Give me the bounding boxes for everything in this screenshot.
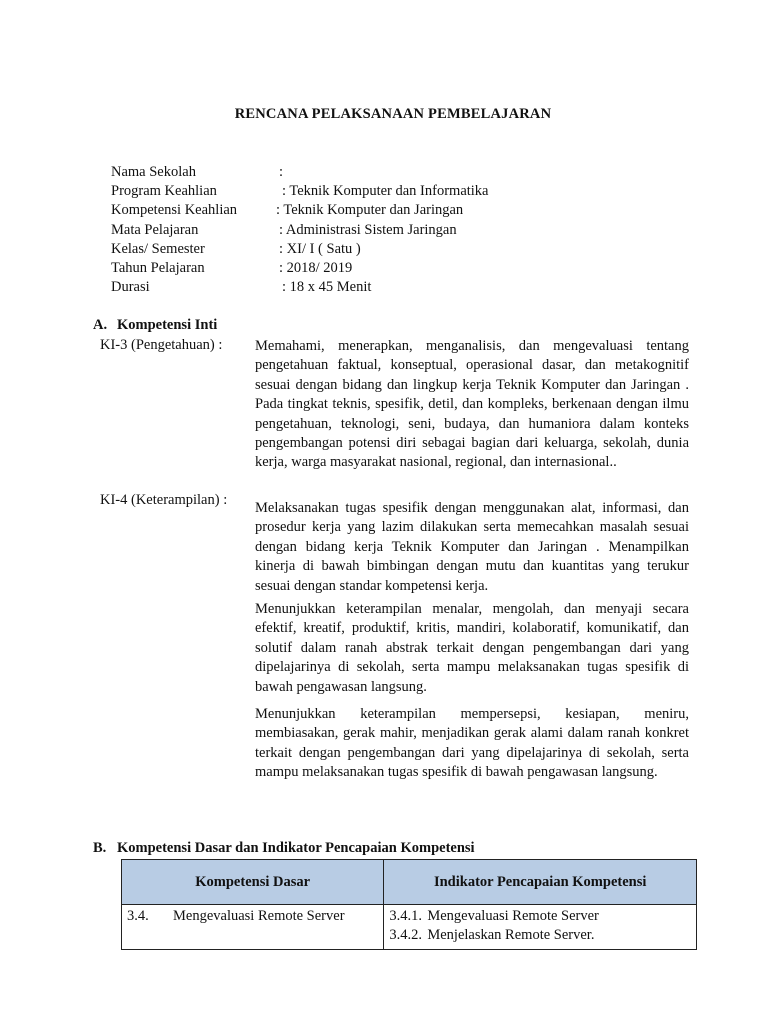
identity-value: : Teknik Komputer dan Jaringan xyxy=(276,202,464,218)
ki3-label: KI-3 (Pengetahuan) : xyxy=(100,337,223,353)
kd-number: 3.4. xyxy=(127,908,149,924)
ki4-label: KI-4 (Keterampilan) : xyxy=(100,492,228,508)
identity-value: : 18 x 45 Menit xyxy=(282,279,372,295)
table-header-row xyxy=(122,860,697,905)
identity-row-mata-pelajaran xyxy=(111,221,457,240)
indicator-text: Menjelaskan Remote Server. xyxy=(427,927,595,943)
indicator-item xyxy=(389,926,692,945)
identity-row-nama-sekolah xyxy=(111,163,284,182)
kd-text: Mengevaluasi Remote Server xyxy=(173,908,345,924)
identity-row-durasi xyxy=(111,278,372,297)
identity-label: Durasi xyxy=(111,279,150,295)
identity-value: : XI/ I ( Satu ) xyxy=(279,241,361,257)
section-letter: A. xyxy=(93,317,108,333)
section-b-heading xyxy=(93,840,475,857)
ki3-text: Memahami, menerapkan, menganalisis, dan mengevaluasi tentang pengetahuan faktual, konseptual, operasional dasar, dan metakognitif sesuai dengan bidang dan lingkup kerja Teknik Komputer dan Jaringan . Pada tingkat teknis, spesifik, detil, dan kompleks, berkenaan dengan ilmu pengetahuan, teknologi, seni, budaya, dan humaniora dalam konteks pengembangan potensi diri sebagai bagian dari keluarga, sekolah, dunia kerja, warga masyarakat nasional, regional, dan internasional.. xyxy=(255,338,689,471)
identity-value: : 2018/ 2019 xyxy=(279,260,353,276)
identity-label: Nama Sekolah xyxy=(111,164,196,180)
indicator-number: 3.4.2. xyxy=(389,927,422,943)
section-letter: B. xyxy=(93,840,107,856)
ki4-paragraph: Menunjukkan keterampilan mempersepsi, kesiapan, meniru, membiasakan, gerak mahir, menjadikan gerak alami dalam ranah konkret terkait dengan pengembangan dari yang dipelajarinya di sekolah, serta mampu melaksanakan tugas spesifik di bawah pengawasan langsung. xyxy=(255,706,689,781)
identity-label: Kompetensi Keahlian xyxy=(111,202,238,218)
section-a-heading xyxy=(93,317,217,334)
identity-label: Tahun Pelajaran xyxy=(111,260,205,276)
ki4-paragraph: Menunjukkan keterampilan menalar, mengolah, dan menyaji secara efektif, kreatif, produktif, kritis, mandiri, kolaboratif, komunikatif, dan solutif dalam ranah abstrak terkait dengan pengembangan dari yang dipelajarinya di sekolah, serta mampu melaksanakan tugas spesifik di bawah pengawasan langsung. xyxy=(255,601,689,695)
competency-table xyxy=(121,859,697,950)
table-row xyxy=(122,905,697,950)
identity-label: Mata Pelajaran xyxy=(111,222,199,238)
identity-row-kelas-semester xyxy=(111,240,361,259)
identity-label: Kelas/ Semester xyxy=(111,241,205,257)
ki4-paragraph: Melaksanakan tugas spesifik dengan menggunakan alat, informasi, dan prosedur kerja yang lazim dilakukan serta memecahkan masalah sesuai dengan bidang kerja Teknik Komputer dan Jaringan . Menampilkan kinerja di bawah bimbingan dengan mutu dan kuantitas yang terukur sesuai dengan standar kompetensi kerja. xyxy=(255,500,689,594)
indicator-text: Mengevaluasi Remote Server xyxy=(427,908,599,924)
indicator-number: 3.4.1. xyxy=(389,908,422,924)
identity-value: : Administrasi Sistem Jaringan xyxy=(279,222,457,238)
indicator-item xyxy=(389,907,692,926)
section-title: Kompetensi Dasar dan Indikator Pencapaian Kompetensi xyxy=(117,840,475,856)
indicator-cell xyxy=(384,905,697,950)
identity-row-tahun-pelajaran xyxy=(111,259,353,278)
section-title: Kompetensi Inti xyxy=(117,317,218,333)
table-header-kd: Kompetensi Dasar xyxy=(122,860,384,905)
identity-value: : Teknik Komputer dan Informatika xyxy=(282,183,489,199)
identity-row-program-keahlian xyxy=(111,182,489,201)
identity-label: Program Keahlian xyxy=(111,183,217,199)
table-header-indicator: Indikator Pencapaian Kompetensi xyxy=(384,860,697,905)
kd-cell xyxy=(122,905,384,950)
identity-value: : xyxy=(279,164,284,180)
identity-row-kompetensi-keahlian xyxy=(111,201,464,220)
page-title: RENCANA PELAKSANAAN PEMBELAJARAN xyxy=(234,106,552,122)
